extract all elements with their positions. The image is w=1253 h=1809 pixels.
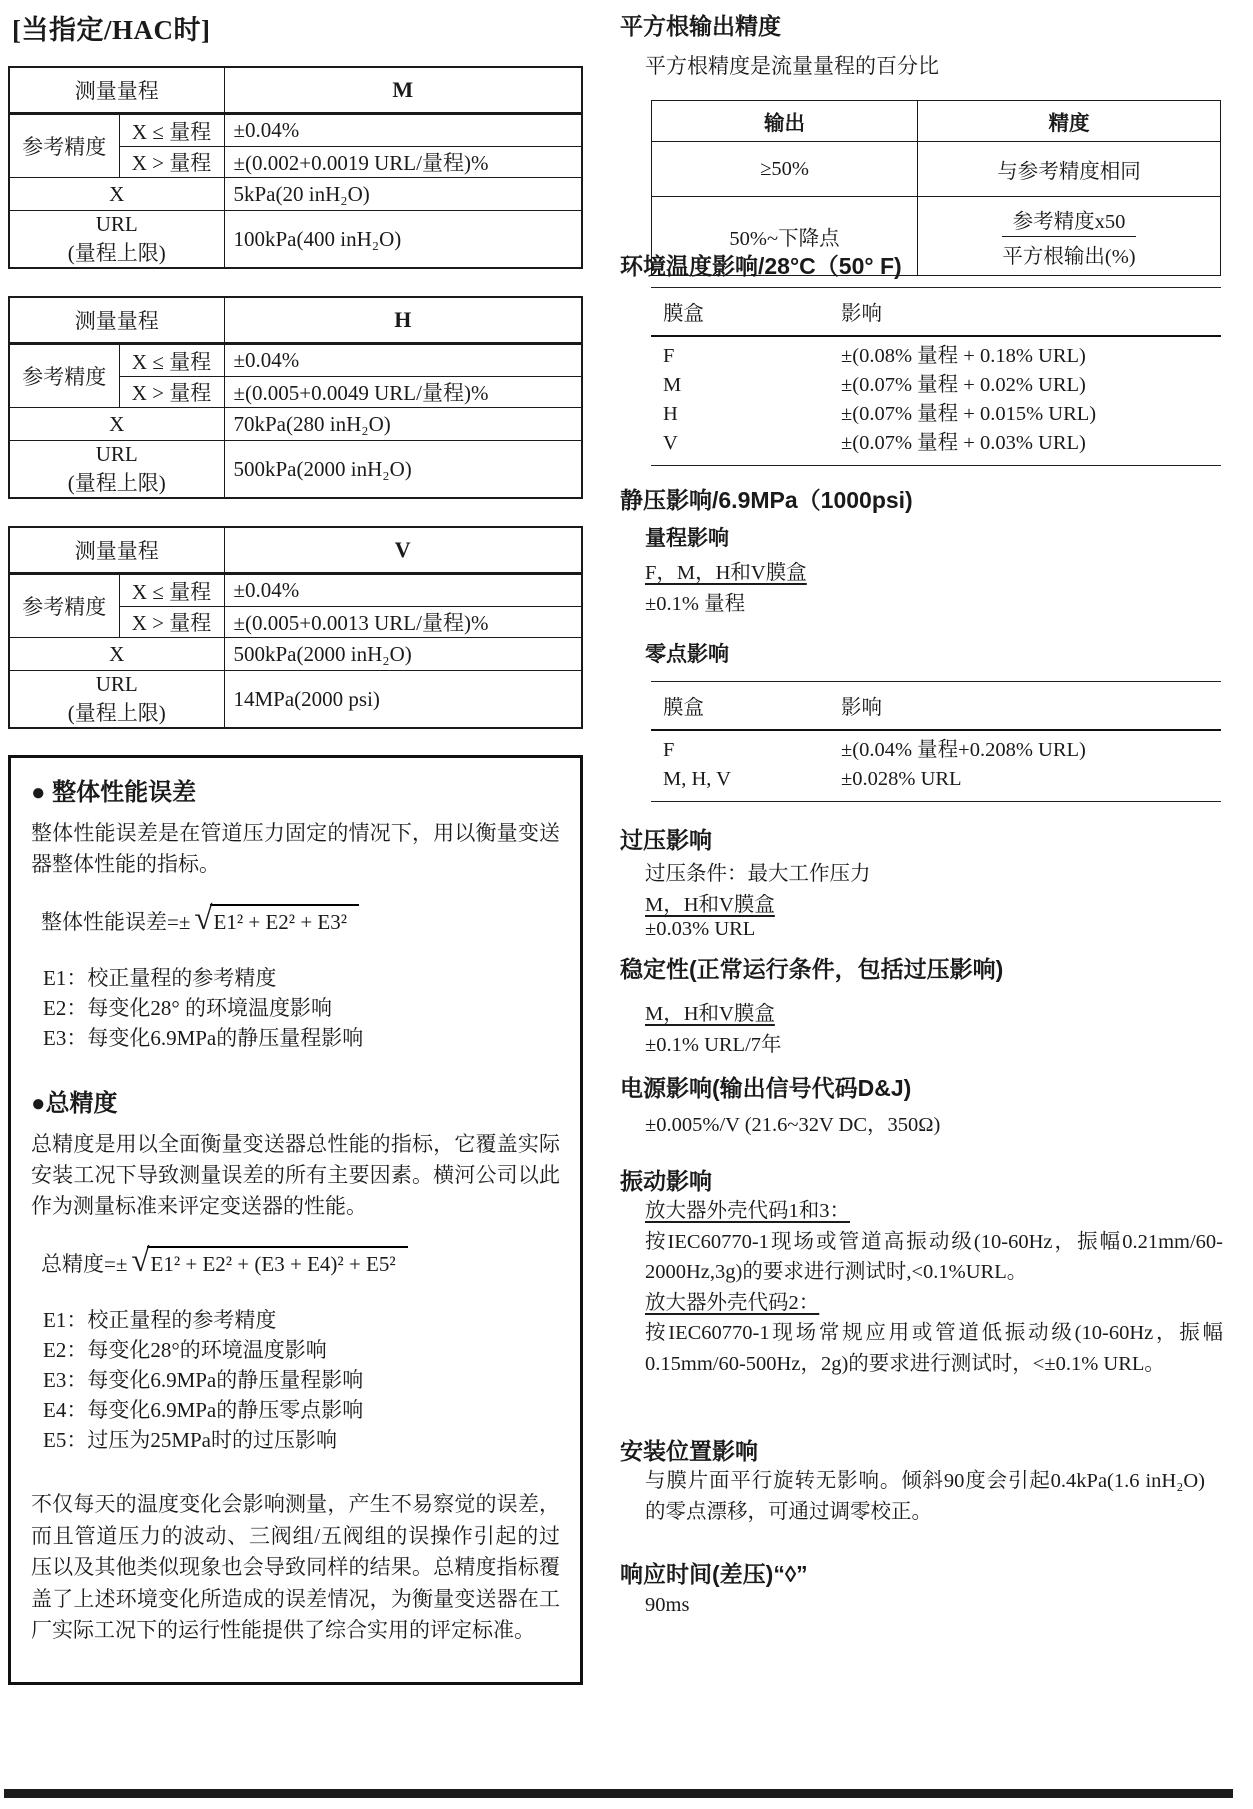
table-cell-fraction [918, 197, 1221, 276]
overpressure-condition: 过压条件：最大工作压力 [645, 863, 871, 885]
list-item: E2：每变化28° 的环境温度影响 [43, 996, 332, 1020]
table-body [651, 731, 1221, 802]
zero-effect-subheading: 零点影响 [645, 643, 729, 666]
value-cell: ±0.04% [224, 344, 582, 377]
column-header-accuracy: 精度 [918, 101, 1221, 142]
capsule-code: V [224, 527, 582, 574]
formula-prefix: 总精度=± [41, 1252, 128, 1276]
stability-heading: 稳定性(正常运行条件，包括过压影响) [620, 956, 1004, 982]
list-item: E3：每变化6.9MPa的静压量程影响 [43, 1368, 364, 1392]
power-supply-value: ±0.005%/V (21.6~32V DC，350Ω) [645, 1114, 941, 1136]
value-cell: ±0.04% [224, 114, 582, 147]
response-time-heading: 响应时间(差压)“◊” [620, 1561, 808, 1587]
table-row [663, 342, 1221, 371]
value-cell: 5kPa(20 inH₂O) [224, 178, 582, 211]
formula-prefix: 整体性能误差=± [41, 910, 191, 934]
table-row [663, 371, 1221, 400]
static-pressure-heading: 静压影响/6.9MPa（1000psi) [620, 487, 913, 513]
condition-cell: X > 量程 [119, 147, 224, 178]
effect-cell: ±(0.08% 量程 + 0.18% URL) [841, 345, 1086, 367]
ambient-temperature-heading: 环境温度影响/28°C（50° F) [620, 253, 902, 279]
capsule-code: M [224, 67, 582, 114]
url-sublabel: (量程上限) [67, 240, 166, 265]
page-title: [当指定/HAC时] [12, 15, 211, 45]
value-cell: ±0.04% [224, 574, 582, 607]
condition-cell: X ≤ 量程 [119, 574, 224, 607]
mounting-position-body: 与膜片面平行旋转无影响。倾斜90度会引起0.4kPa(1.6 inH₂O)的零点漂移，可通过调零校正。 [645, 1470, 1205, 1523]
table-cell: ≥50% [652, 142, 918, 197]
column-header-capsule: 膜盒 [663, 697, 704, 719]
url-label-cell [9, 441, 224, 499]
zero-effect-table [651, 681, 1221, 802]
x-label: X [9, 638, 224, 671]
capsule-cell: F [663, 345, 675, 367]
url-sublabel: (量程上限) [67, 700, 166, 725]
capsule-cell: V [663, 432, 678, 454]
url-label: URL [95, 211, 138, 236]
vibration-body [645, 1196, 1223, 1379]
table-cell: 与参考精度相同 [918, 142, 1221, 197]
stability-value: ±0.1% URL/7年 [645, 1034, 782, 1056]
list-item: E1：校正量程的参考精度 [43, 966, 277, 990]
range-table-h [8, 296, 583, 499]
list-item: E5：过压为25MPa时的过压影响 [43, 1428, 337, 1452]
effect-cell: ±(0.04% 量程+0.208% URL) [841, 739, 1086, 761]
capsule-code: H [224, 297, 582, 344]
url-label: URL [95, 671, 138, 696]
value-cell: 500kPa(2000 inH₂O) [224, 638, 582, 671]
condition-cell: X > 量程 [119, 377, 224, 408]
total-accuracy-paragraph: 总精度是用以全面衡量变送器总性能的指标，它覆盖实际安装工况下导致测量误差的所有主要因素。横河公司以此作为测量标准来评定变送器的性能。 [31, 1132, 560, 1218]
table-body [651, 337, 1221, 466]
x-label: X [9, 178, 224, 211]
effect-cell: ±(0.07% 量程 + 0.02% URL) [841, 374, 1086, 396]
condition-cell: X > 量程 [119, 607, 224, 638]
amplifier-case-2-label: 放大器外壳代码2： [645, 1291, 820, 1314]
list-item: E3：每变化6.9MPa的静压量程影响 [43, 1026, 364, 1050]
amplifier-case-2-text: 按IEC60770-1现场常规应用或管道低振动级(10-60Hz，振幅0.15mm/60-500Hz，2g)的要求进行测试时，<±0.1% URL。 [645, 1322, 1223, 1375]
ref-accuracy-label: 参考精度 [9, 574, 119, 638]
overpressure-value: ±0.03% URL [645, 918, 756, 940]
span-effect-value: ±0.1% 量程 [645, 593, 746, 615]
value-cell: ±(0.002+0.0019 URL/量程)% [224, 147, 582, 178]
ambient-temperature-table [651, 287, 1221, 466]
condition-cell: X ≤ 量程 [119, 114, 224, 147]
amplifier-case-1-3-text: 按IEC60770-1现场或管道高振动级(10-60Hz，振幅0.21mm/60-2000Hz,3g)的要求进行测试时,<0.1%URL。 [645, 1230, 1223, 1283]
overpressure-heading: 过压影响 [620, 827, 712, 853]
effect-cell: ±(0.07% 量程 + 0.015% URL) [841, 403, 1097, 425]
value-cell: ±(0.005+0.0049 URL/量程)% [224, 377, 582, 408]
capsule-cell: M [663, 374, 682, 396]
range-table-m [8, 66, 583, 269]
table-row [663, 400, 1221, 429]
value-cell: 500kPa(2000 inH₂O) [224, 441, 582, 499]
capsule-cell: M, H, V [663, 768, 731, 790]
x-label: X [9, 408, 224, 441]
stability-capsules: M，H和V膜盒 [645, 1003, 775, 1025]
capsule-cell: H [663, 403, 678, 425]
overall-performance-heading: ● 整体性能误差 [31, 779, 197, 806]
overpressure-capsules: M，H和V膜盒 [645, 894, 775, 916]
amplifier-case-1-3-label: 放大器外壳代码1和3： [645, 1200, 850, 1222]
total-accuracy-formula [31, 1243, 560, 1279]
total-accuracy-heading: ●总精度 [31, 1090, 118, 1117]
list-item: E4：每变化6.9MPa的静压零点影响 [43, 1398, 364, 1422]
column-header-capsule: 膜盒 [663, 303, 704, 325]
value-cell: 14MPa(2000 psi) [224, 671, 582, 729]
url-sublabel: (量程上限) [67, 470, 166, 495]
column-header-effect: 影响 [841, 697, 882, 719]
range-table-header: 测量量程 [9, 297, 224, 344]
url-label-cell [9, 671, 224, 729]
formula-radicand: E1² + E2² + E3² [210, 904, 360, 935]
table-header-row [651, 681, 1221, 731]
sqrt-sign: √ [194, 901, 213, 937]
total-accuracy-footer-paragraph: 不仅每天的温度变化会影响测量，产生不易察觉的误差，而且管道压力的波动、三阀组/五阀组的误操作引起的过压以及其他类似现象也会导致同样的结果。总精度指标覆盖了上述环境变化所造成的误差情况，为衡量变送器在工厂实际工况下的运行性能提供了综合实用的评定标准。 [31, 1492, 560, 1642]
table-row [663, 736, 1221, 765]
formula-radicand: E1² + E2² + (E3 + E4)² + E5² [147, 1246, 408, 1277]
mounting-position-heading: 安装位置影响 [620, 1438, 758, 1464]
effect-cell: ±0.028% URL [841, 768, 962, 790]
performance-box [8, 755, 583, 1685]
range-table-v [8, 526, 583, 729]
capsule-cell: F [663, 739, 675, 761]
span-effect-subheading: 量程影响 [645, 527, 729, 550]
table-cell: 50%~下降点 [652, 197, 918, 276]
error-term-list [31, 1305, 560, 1455]
column-header-effect: 影响 [841, 303, 882, 325]
sqrt-subtitle: 平方根精度是流量量程的百分比 [645, 54, 939, 78]
value-cell: 70kPa(280 inH₂O) [224, 408, 582, 441]
url-label: URL [95, 441, 138, 466]
response-time-value: 90ms [645, 1594, 690, 1616]
span-effect-capsules: F，M，H和V膜盒 [645, 562, 807, 584]
value-cell: 100kPa(400 inH₂O) [224, 211, 582, 269]
error-term-list [31, 963, 560, 1053]
fraction-numerator: 参考精度x50 [1002, 204, 1135, 237]
fraction [1002, 204, 1135, 269]
range-table-header: 测量量程 [9, 527, 224, 574]
range-table-header: 测量量程 [9, 67, 224, 114]
sqrt-output-accuracy-heading: 平方根输出精度 [620, 13, 781, 39]
page-footer-bar [4, 1789, 1233, 1798]
overall-performance-paragraph: 整体性能误差是在管道压力固定的情况下，用以衡量变送器整体性能的指标。 [31, 821, 560, 876]
fraction-denominator: 平方根输出(%) [1002, 245, 1136, 268]
table-row [663, 765, 1221, 794]
vibration-heading: 振动影响 [620, 1168, 712, 1194]
effect-cell: ±(0.07% 量程 + 0.03% URL) [841, 432, 1086, 454]
table-row [663, 429, 1221, 458]
power-supply-heading: 电源影响(输出信号代码D&J) [620, 1075, 912, 1101]
column-header-output: 输出 [652, 101, 918, 142]
ref-accuracy-label: 参考精度 [9, 344, 119, 408]
url-label-cell [9, 211, 224, 269]
sqrt-sign: √ [131, 1243, 150, 1279]
condition-cell: X ≤ 量程 [119, 344, 224, 377]
table-header-row [651, 287, 1221, 337]
overall-performance-formula [31, 901, 560, 937]
list-item: E1：校正量程的参考精度 [43, 1308, 277, 1332]
list-item: E2：每变化28°的环境温度影响 [43, 1338, 327, 1362]
ref-accuracy-label: 参考精度 [9, 114, 119, 178]
value-cell: ±(0.005+0.0013 URL/量程)% [224, 607, 582, 638]
